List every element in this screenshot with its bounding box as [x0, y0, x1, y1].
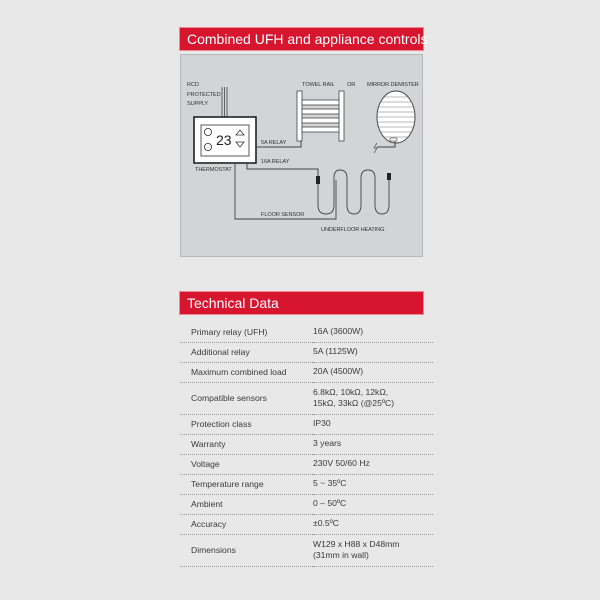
spec-value: IP30	[313, 414, 433, 434]
relay-16a-label: 16A RELAY	[261, 159, 290, 165]
spec-value: 5 ~ 35ºC	[313, 474, 433, 494]
display-value: 23	[216, 132, 232, 148]
spec-value	[313, 382, 433, 414]
table-row	[180, 494, 433, 514]
spec-label: Maximum combined load	[180, 362, 313, 382]
thermostat-icon	[194, 117, 256, 163]
spec-label: Accuracy	[180, 514, 313, 534]
spec-value-line1: W129 x H88 x D48mm	[313, 538, 400, 549]
floor-sensor-label: FLOOR SENSOR	[261, 212, 305, 218]
spec-label: Compatible sensors	[180, 382, 313, 414]
table-row	[180, 342, 433, 362]
spec-label: Voltage	[180, 454, 313, 474]
supply-label-2: PROTECTED	[187, 92, 221, 98]
towel-rail-label: TOWEL RAIL	[302, 82, 335, 88]
mirror-demister-icon	[374, 91, 415, 153]
table-row	[180, 382, 433, 414]
technical-data-table	[180, 322, 433, 567]
spec-value: 20A (4500W)	[313, 362, 433, 382]
table-row	[180, 362, 433, 382]
spec-value: 3 years	[313, 434, 433, 454]
supply-label-3: SUPPLY	[187, 101, 209, 107]
table-row	[180, 414, 433, 434]
spec-label: Dimensions	[180, 534, 313, 566]
spec-label: Protection class	[180, 414, 313, 434]
table-row	[180, 434, 433, 454]
supply-label-1: RCD	[187, 82, 199, 88]
spec-label: Ambient	[180, 494, 313, 514]
section-header-combined-controls: Combined UFH and appliance controls	[180, 28, 423, 50]
underfloor-heating-label: UNDERFLOOR HEATING	[321, 227, 385, 233]
spec-label: Temperature range	[180, 474, 313, 494]
spec-value-line2: (31mm in wall)	[313, 550, 369, 560]
spec-label: Warranty	[180, 434, 313, 454]
table-row	[180, 534, 433, 566]
table-row	[180, 514, 433, 534]
or-label: OR	[347, 82, 356, 88]
heating-cable-icon	[318, 170, 389, 214]
spec-value-line1: 6.8kΩ, 10kΩ, 12kΩ,	[313, 386, 389, 397]
spec-value	[313, 534, 433, 566]
mirror-demister-label: MIRROR DEMISTER	[367, 82, 419, 88]
thermostat-label: THERMOSTAT	[195, 167, 232, 173]
spec-label: Additional relay	[180, 342, 313, 362]
spec-label: Primary relay (UFH)	[180, 322, 313, 342]
table-row	[180, 474, 433, 494]
spec-value: 230V 50/60 Hz	[313, 454, 433, 474]
table-row	[180, 322, 433, 342]
wiring-diagram	[180, 54, 423, 257]
relay-5a-label: 5A RELAY	[261, 140, 287, 146]
spec-value: ±0.5ºC	[313, 514, 433, 534]
spec-value: 16A (3600W)	[313, 322, 433, 342]
spec-value: 0 – 50ºC	[313, 494, 433, 514]
towel-rail-icon	[297, 91, 344, 141]
table-row	[180, 454, 433, 474]
spec-value: 5A (1125W)	[313, 342, 433, 362]
section-header-technical-data: Technical Data	[180, 292, 423, 314]
spec-value-line2: 15kΩ, 33kΩ (@25ºC)	[313, 398, 395, 408]
